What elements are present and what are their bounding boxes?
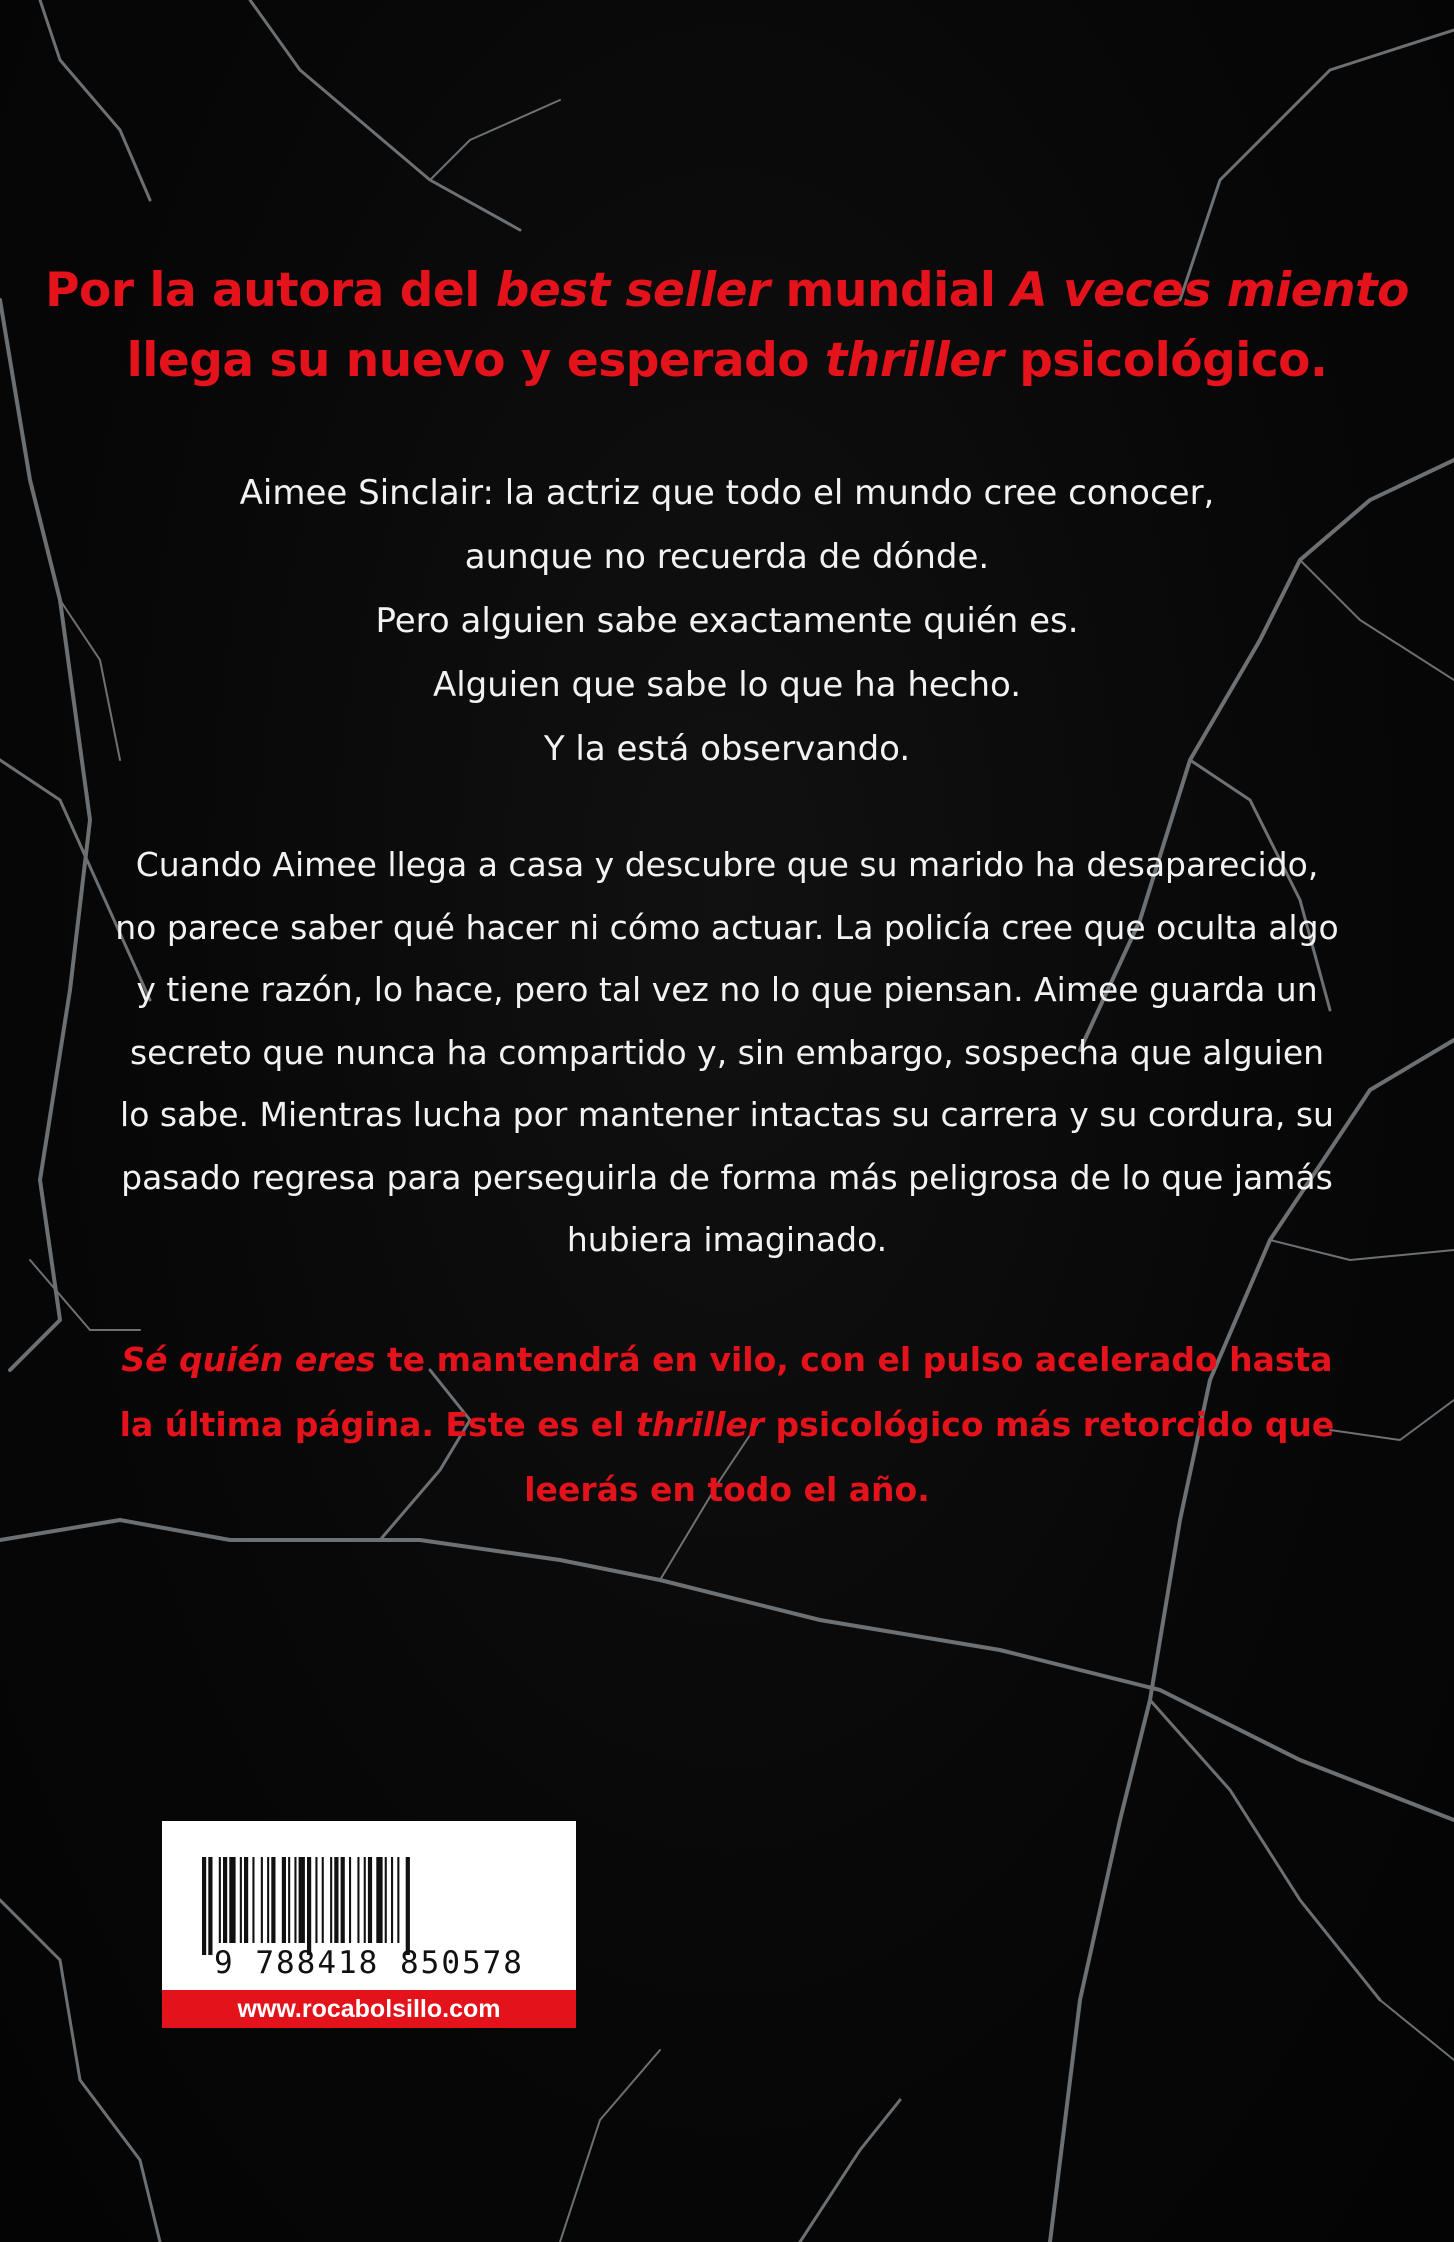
closing-line-3: leerás en todo el año. bbox=[524, 1470, 930, 1509]
isbn-number: 9 788418 850578 bbox=[214, 1945, 524, 1981]
barcode-bar bbox=[322, 1857, 324, 1943]
barcode-bar bbox=[341, 1857, 345, 1943]
intro-line: Y la está observando. bbox=[543, 729, 911, 769]
barcode-bar bbox=[397, 1857, 399, 1943]
barcode-bar bbox=[219, 1857, 221, 1943]
synopsis-line: secreto que nunca ha compartido y, sin embargo, sospecha que alguien bbox=[129, 1032, 1325, 1072]
barcode-bar bbox=[307, 1857, 311, 1955]
intro-line: Aimee Sinclair: la actriz que todo el mundo cree conocer, bbox=[239, 473, 1215, 513]
barcode-bar bbox=[261, 1857, 263, 1943]
closing-text: la última página. Este es el bbox=[119, 1405, 636, 1444]
barcode-bar bbox=[271, 1857, 275, 1943]
tagline-italic-text: thriller bbox=[824, 333, 1004, 388]
intro-block bbox=[80, 461, 1374, 781]
closing-line-2 bbox=[60, 1392, 1394, 1457]
synopsis-line: lo sabe. Mientras lucha por mantener intactas su carrera y su cordura, su bbox=[120, 1095, 1334, 1134]
barcode-bar bbox=[357, 1857, 359, 1943]
barcode-bar bbox=[385, 1857, 387, 1943]
barcode-bar bbox=[330, 1857, 332, 1943]
barcode-bar bbox=[208, 1857, 212, 1955]
barcode-bar bbox=[223, 1857, 227, 1943]
barcode-bar bbox=[244, 1857, 248, 1943]
tagline-line-2 bbox=[40, 326, 1414, 396]
barcode-bar bbox=[376, 1857, 382, 1943]
barcode-bar bbox=[288, 1857, 290, 1943]
barcode-bar bbox=[299, 1857, 305, 1943]
tagline-italic-text: best seller bbox=[495, 263, 770, 318]
synopsis-line: Cuando Aimee llega a casa y descubre que su marido ha desaparecido, bbox=[135, 845, 1319, 884]
tagline-text: mundial bbox=[769, 263, 1012, 318]
barcode-bar bbox=[391, 1857, 393, 1943]
synopsis-line: hubiera imaginado. bbox=[566, 1220, 888, 1259]
barcode bbox=[162, 1821, 576, 1990]
closing-text: te mantendrá en vilo, con el pulso acelerado hasta bbox=[375, 1340, 1333, 1379]
closing-text: psicológico más retorcido que bbox=[764, 1405, 1335, 1444]
barcode-bar bbox=[368, 1857, 372, 1943]
tagline bbox=[40, 256, 1414, 396]
tagline-text: Por la autora del bbox=[45, 263, 496, 318]
barcode-bar bbox=[294, 1857, 296, 1943]
tagline-line-1 bbox=[40, 256, 1414, 326]
barcode-bar bbox=[364, 1857, 366, 1943]
publisher-website[interactable]: www.rocabolsillo.com bbox=[162, 1990, 576, 2028]
synopsis-line: pasado regresa para perseguirla de forma más peligrosa de lo que jamás bbox=[121, 1157, 1333, 1197]
barcode-bar bbox=[282, 1857, 286, 1943]
synopsis-line: y tiene razón, lo hace, pero tal vez no lo que piensan. Aimee guarda un bbox=[136, 970, 1318, 1009]
intro-line: Pero alguien sabe exactamente quién es. bbox=[375, 601, 1079, 641]
closing-italic-text: thriller bbox=[635, 1405, 765, 1444]
closing-line-1 bbox=[60, 1327, 1394, 1392]
book-title-italic: Sé quién eres bbox=[121, 1340, 376, 1379]
barcode-bar bbox=[267, 1857, 269, 1943]
barcode-bar bbox=[349, 1857, 351, 1943]
barcode-bar bbox=[229, 1857, 235, 1943]
tagline-italic-text: A veces miento bbox=[1011, 263, 1409, 318]
barcode-bar bbox=[252, 1857, 254, 1943]
intro-line: aunque no recuerda de dónde. bbox=[464, 537, 990, 577]
intro-line: Alguien que sabe lo que ha hecho. bbox=[432, 665, 1022, 705]
barcode-bar bbox=[334, 1857, 338, 1943]
barcode-bar bbox=[406, 1857, 410, 1955]
barcode-bar bbox=[240, 1857, 242, 1943]
synopsis-line: no parece saber qué hacer ni cómo actuar. La policía cree que oculta algo bbox=[115, 907, 1339, 947]
synopsis-paragraph bbox=[80, 834, 1374, 1272]
closing-blurb bbox=[60, 1327, 1394, 1522]
tagline-text: llega su nuevo y esperado bbox=[126, 333, 825, 388]
barcode-bar bbox=[202, 1857, 206, 1955]
tagline-text: psicológico. bbox=[1003, 333, 1328, 388]
barcode-bar bbox=[315, 1857, 317, 1943]
